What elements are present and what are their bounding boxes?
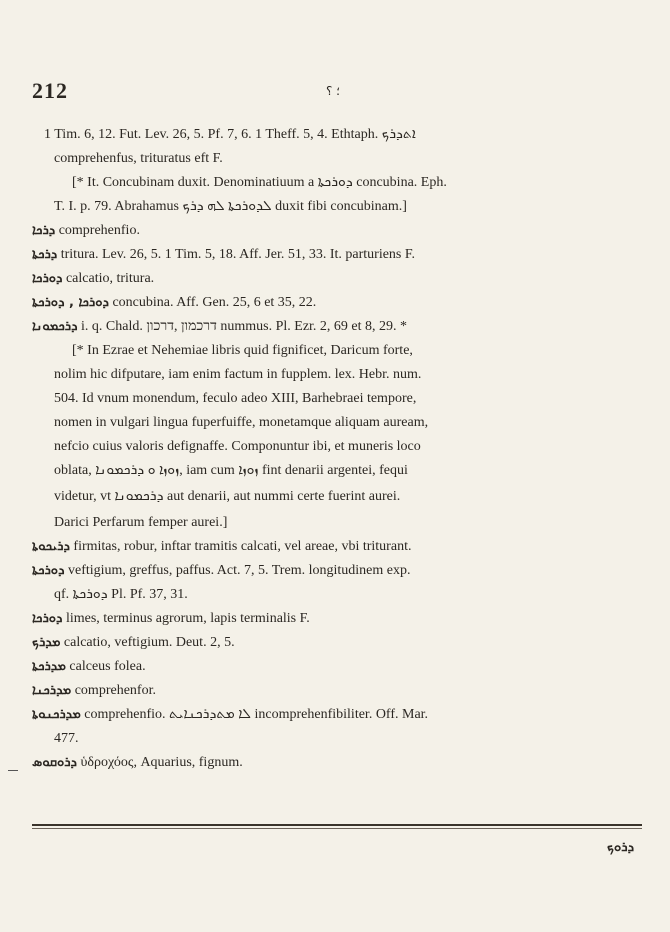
entry-line: comprehenfus, trituratus eft F. bbox=[54, 151, 223, 166]
entry-line: ܡܕܪܟܬܐ calceus folea. bbox=[32, 659, 146, 674]
entry-line: 477. bbox=[54, 731, 79, 746]
entry-line: Darici Perfarum femper aurei.] bbox=[54, 515, 228, 530]
entry-line: nolim hic difputare, iam enim factum in fupplem. lex. Hebr. num. bbox=[54, 367, 422, 382]
entry-line: T. I. p. 79. Abrahamus ܠܕܘܪܟܬܐ ܠܗ ܕܪܟ duxit fibi concubinam.] bbox=[54, 199, 407, 214]
entry-line: ܕܪܟܬܐ tritura. Lev. 26, 5. 1 Tim. 5, 18. Aff. Jer. 51, 33. It. parturiens F. bbox=[32, 247, 416, 262]
entry-line: nomen in vulgari lingua fuperfuiffe, monetamque aliquam auream, bbox=[54, 415, 429, 430]
page-number: 212 bbox=[32, 78, 68, 103]
entry-line: ܕܪܟܡܘܢܐ i. q. Chald. דרכמון ,דרכון nummus. Pl. Ezr. 2, 69 et 8, 29. * bbox=[32, 319, 408, 334]
footer-rule bbox=[32, 824, 642, 826]
entry-line: ܕܪܘܩܘܣ ὑδροχόος, Aquarius, fignum. bbox=[32, 755, 243, 770]
entry-line: ܡܕܪܟܢܐ comprehenfor. bbox=[32, 683, 156, 698]
dictionary-entries bbox=[32, 124, 642, 776]
entry-line: 504. Id vnum monendum, feculo adeo XIII, Barhebraei tempore, bbox=[54, 391, 417, 406]
entry-line: [* In Ezrae et Nehemiae libris quid fignificet, Daricum forte, bbox=[72, 343, 413, 358]
entry-line: [* It. Concubinam duxit. Denominatiuum a ܕܘܪܟܬܐ concubina. Eph. bbox=[72, 175, 447, 190]
footer-rule-thin bbox=[32, 828, 642, 829]
entry-line: ܡܕܪܟ calcatio, veftigium. Deut. 2, 5. bbox=[32, 635, 235, 650]
entry-line: ܕܘܪܟܬܐ veftigium, greffus, paffus. Act. 7, 5. Trem. longitudinem exp. bbox=[32, 563, 411, 578]
catchword: ܕܪܘܟ bbox=[607, 840, 634, 855]
entry-line: ܕܪܝܟܘܬܐ firmitas, robur, inftar tramitis calcati, vel areae, vbi triturant. bbox=[32, 539, 412, 554]
margin-mark bbox=[8, 770, 18, 771]
entry-line: qf. ܕܘܪܟܬܐ Pl. Pf. 37, 31. bbox=[54, 587, 188, 602]
entry-line: nefcio cuius valoris defignaffe. Componuntur ibi, et muneris loco bbox=[54, 439, 421, 454]
running-head: ؛ ؟ bbox=[326, 84, 340, 98]
entry-line: ܡܕܪܟܢܘܬܐ comprehenfio. ܠܐ ܡܬܕܪܟܢܐܝܬ incomprehenfibiliter. Off. Mar. bbox=[32, 707, 429, 722]
entry-line: ܕܘܪܟܐ limes, terminus agrorum, lapis terminalis F. bbox=[32, 611, 310, 626]
entry-line: 1 Tim. 6, 12. Fut. Lev. 26, 5. Pf. 7, 6. 1 Theff. 5, 4. Ethtaph. ܐܬܕܪܟ bbox=[44, 127, 416, 142]
entry-line: videtur, vt ܕܪܟܡܘܢܐ aut denarii, aut nummi certe fuerint aurei. bbox=[54, 489, 401, 504]
entry-line: oblata, ܙܘܙܐ ܘ ܕܪܟܡܘܢܐ, iam cum ܙܘܙܐ fint denarii argentei, fequi bbox=[54, 463, 408, 478]
entry-line: ܕܪܟܐ comprehenfio. bbox=[32, 223, 140, 238]
entry-line: ܕܘܪܟܐ , ܕܘܪܟܬܐ concubina. Aff. Gen. 25, 6 et 35, 22. bbox=[32, 295, 317, 310]
entry-line: ܕܘܪܟܐ calcatio, tritura. bbox=[32, 271, 155, 286]
